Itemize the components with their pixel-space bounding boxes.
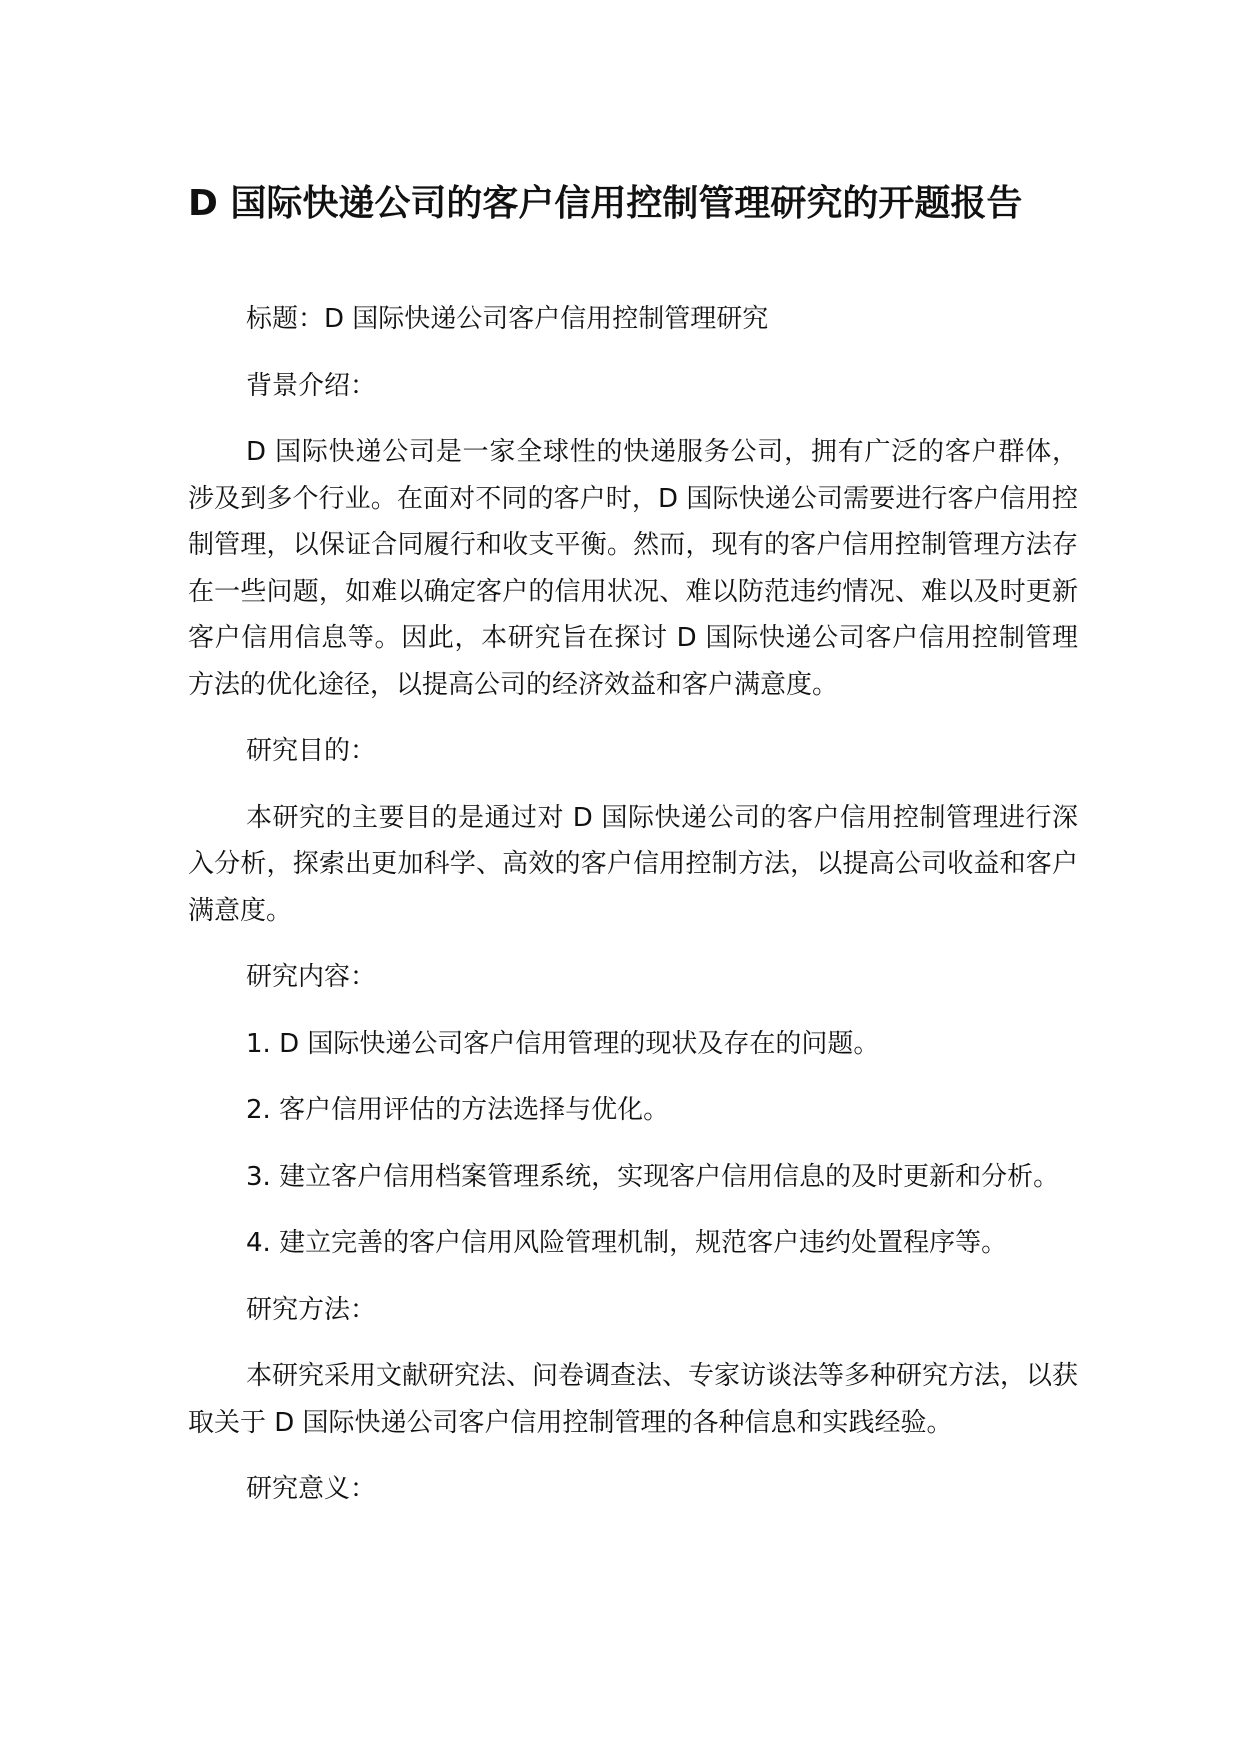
heading-background: 背景介绍： (246, 370, 377, 401)
heading-content: 研究内容： (246, 962, 377, 992)
list-item-content-2: 2. 客户信用评估的方法选择与优化。 (246, 1095, 670, 1125)
heading-purpose: 研究目的： (246, 736, 377, 766)
list-item-content-1: 1. D 国际快递公司客户信用管理的现状及存在的问题。 (246, 1028, 880, 1059)
paragraph-method: 本研究采用文献研究法、问卷调查法、专家访谈法等多种研究方法，以获取关于 D 国际快递公司客户信用控制管理的各种信息和实践经验。 (188, 1361, 1079, 1438)
heading-significance: 研究意义： (246, 1474, 377, 1504)
paragraph-topic: 标题：D 国际快递公司客户信用控制管理研究 (246, 304, 769, 334)
heading-method: 研究方法： (246, 1294, 377, 1325)
paragraph-background: D 国际快递公司是一家全球性的快递服务公司，拥有广泛的客户群体，涉及到多个行业。在面对不同的客户时，D 国际快递公司需要进行客户信用控制管理，以保证合同履行和收支平衡。然而，现有的客户信用控制管理方法存在一些问题，如难以确定客户的信用状况、难以防范违约情况、难以及时更新客户信用信息等。因此，本研究旨在探讨 D 国际快递公司客户信用控制管理方法的优化途径，以提高公司的经济效益和客户满意度。 (188, 437, 1078, 700)
list-item-content-3: 3. 建立客户信用档案管理系统，实现客户信用信息的及时更新和分析。 (246, 1161, 1060, 1192)
list-item-content-4: 4. 建立完善的客户信用风险管理机制，规范客户违约处置程序等。 (246, 1228, 1008, 1258)
document-body (188, 296, 1078, 1533)
document-title: D 国际快递公司的客户信用控制管理研究的开题报告 (188, 183, 1023, 224)
paragraph-purpose: 本研究的主要目的是通过对 D 国际快递公司的客户信用控制管理进行深入分析，探索出更加科学、高效的客户信用控制方法，以提高公司收益和客户满意度。 (188, 802, 1078, 926)
